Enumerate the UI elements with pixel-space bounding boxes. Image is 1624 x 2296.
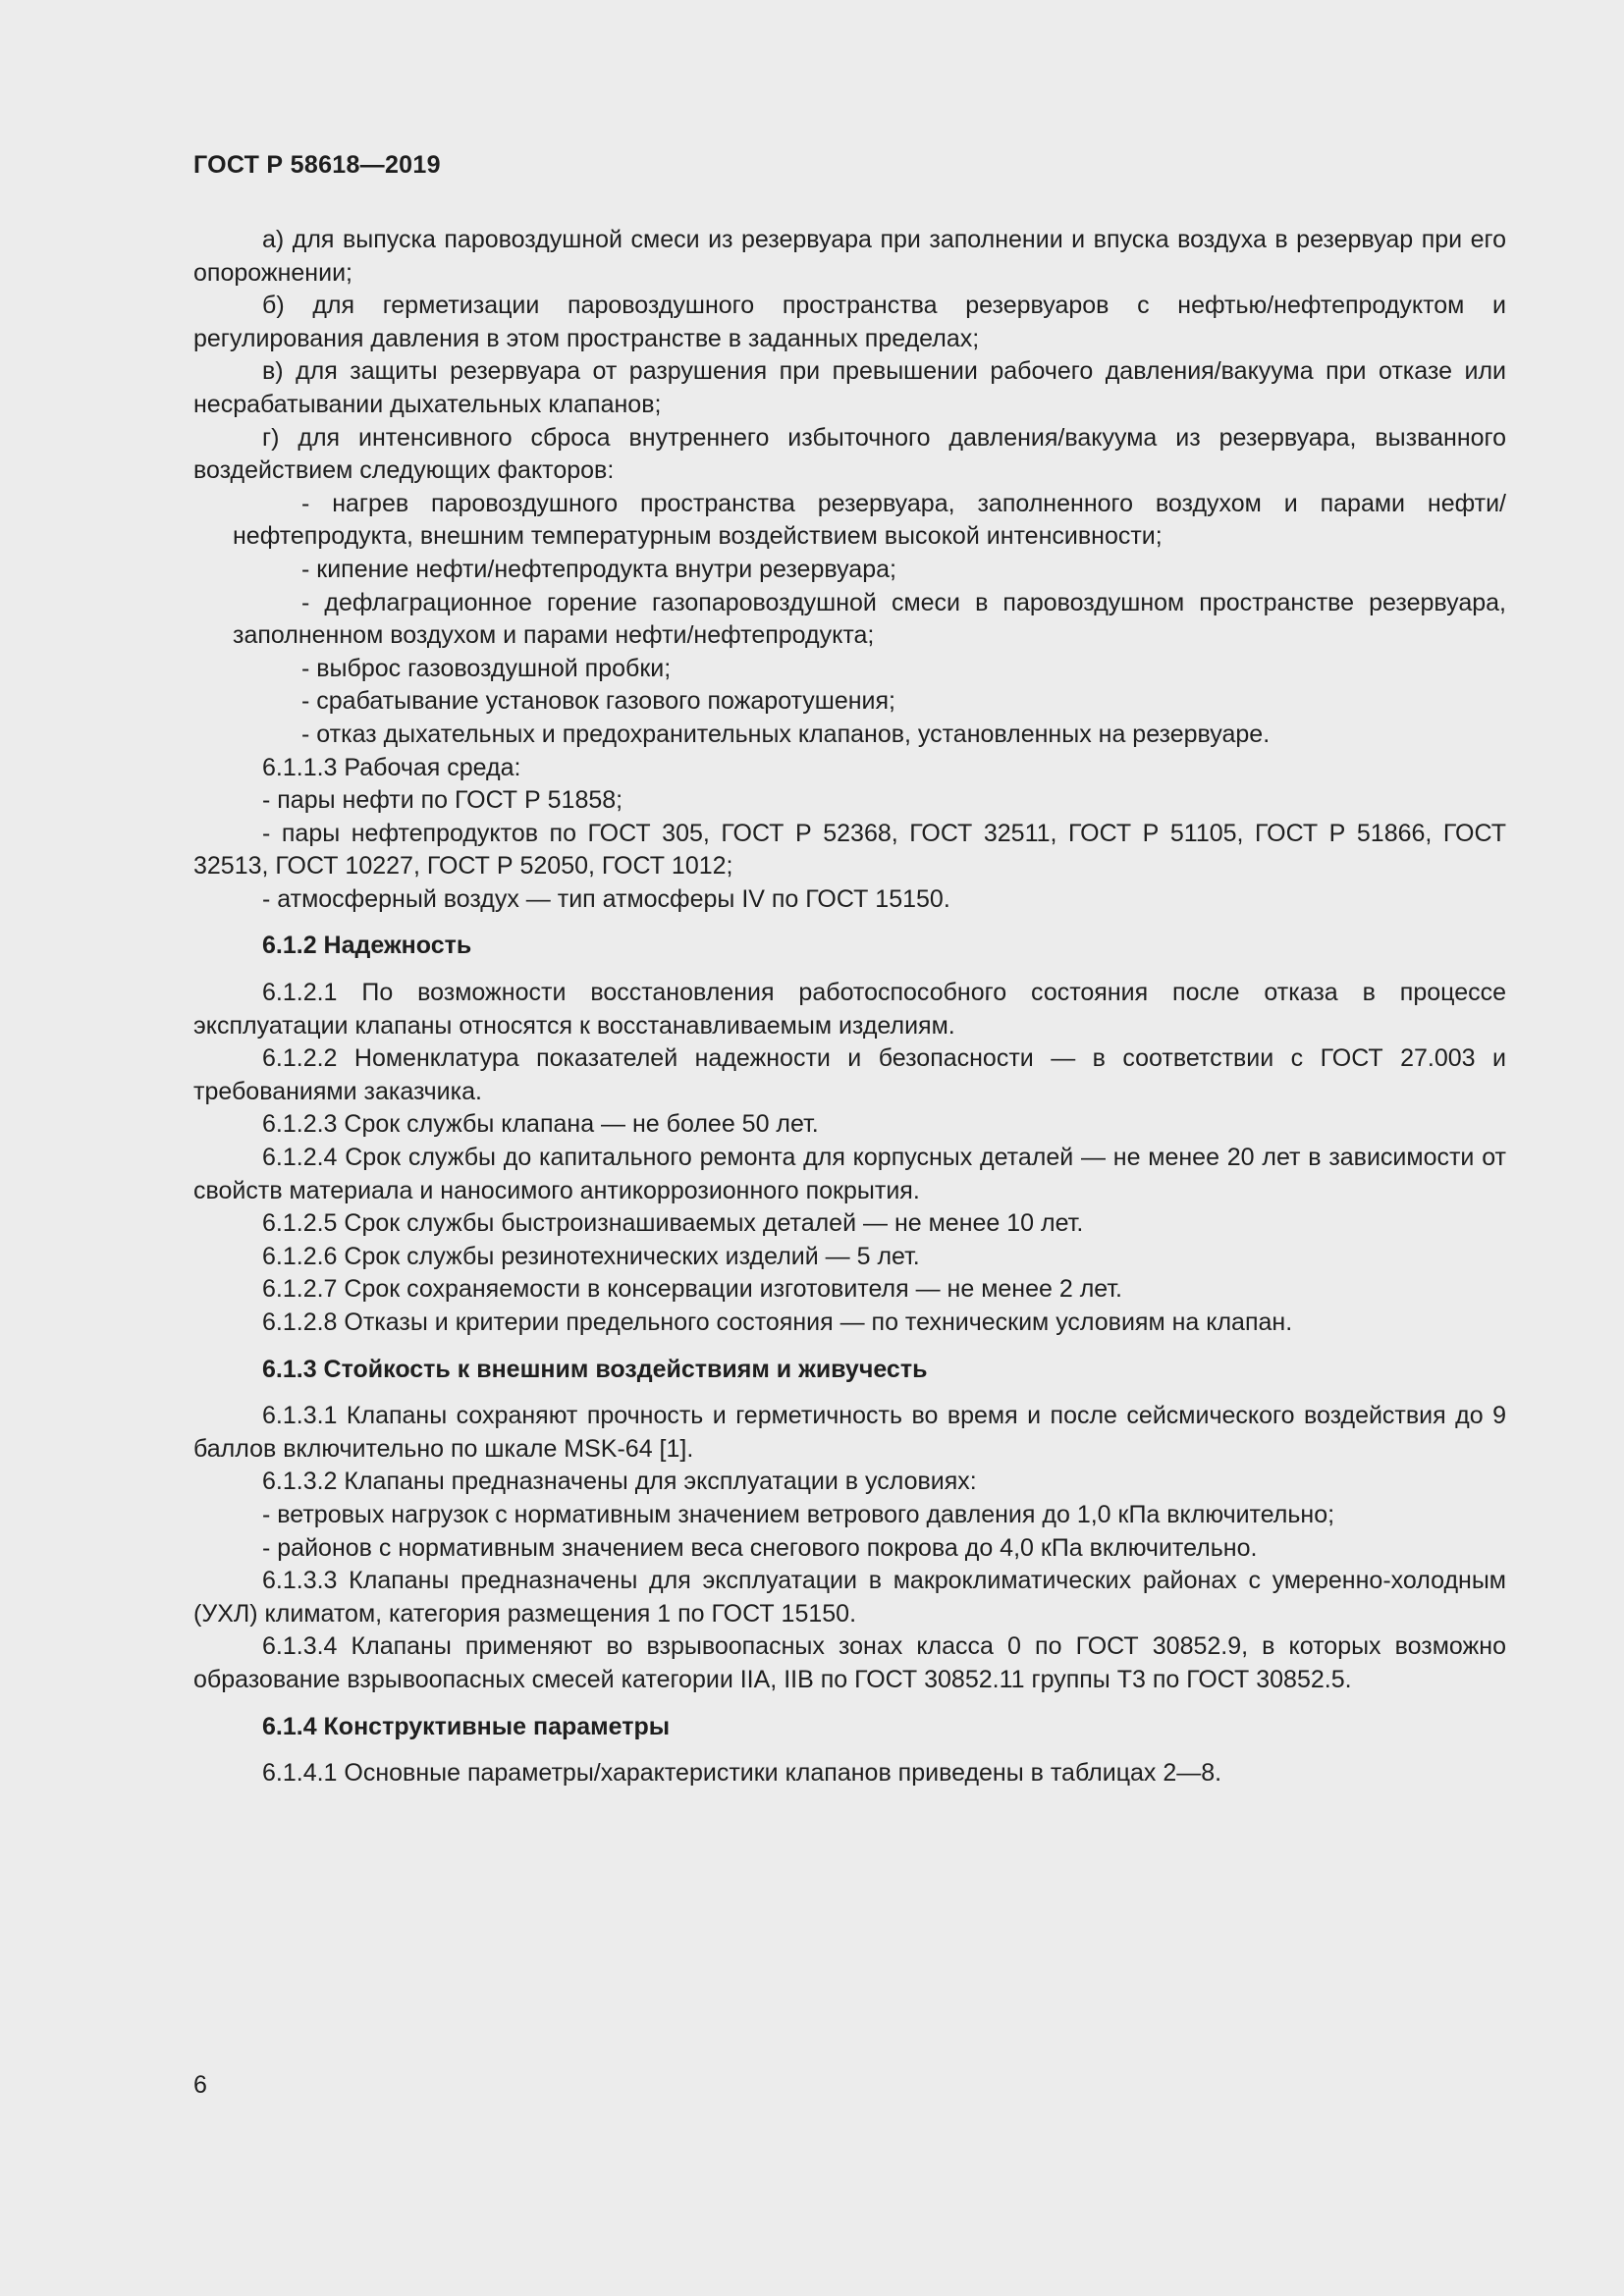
paragraph: 6.1.4.1 Основные параметры/характеристики клапанов приведены в таблицах 2—8. — [262, 1759, 1222, 1788]
paragraph: - пары нефти по ГОСТ Р 51858; — [262, 786, 623, 815]
paragraph: - срабатывание установок газового пожаротушения; — [301, 687, 896, 716]
paragraph: 6.1.2.5 Срок службы быстроизнашиваемых деталей — не менее 10 лет. — [262, 1209, 1084, 1238]
paragraph: б) для герметизации паровоздушного пространства резервуаров с нефтью/нефтепродуктом и регулирования давления в этом пространстве в заданных пределах; — [193, 292, 1506, 352]
paragraph: - выброс газовоздушной пробки; — [301, 654, 672, 682]
paragraph: а) для выпуска паровоздушной смеси из резервуара при заполнении и впуска воздуха в резервуар при его опорожнении; — [193, 226, 1506, 287]
paragraph: 6.1.3.1 Клапаны сохраняют прочность и герметичность во время и после сейсмического воздействия до 9 баллов включительно по шкале MSK-64 [1]. — [193, 1402, 1506, 1463]
paragraph: 6.1.2.6 Срок службы резинотехнических изделий — 5 лет. — [262, 1242, 920, 1270]
paragraph: 6.1.2.8 Отказы и критерии предельного состояния — по техническим условиям на клапан. — [262, 1308, 1293, 1336]
document-header: ГОСТ Р 58618—2019 — [193, 151, 441, 179]
paragraph: в) для защиты резервуара от разрушения при превышении рабочего давления/вакуума при отказе или несрабатывании дыхательных клапанов; — [193, 357, 1506, 418]
paragraph: - районов с нормативным значением веса снегового покрова до 4,0 кПа включительно. — [262, 1533, 1258, 1562]
paragraph: 6.1.1.3 Рабочая среда: — [262, 753, 521, 781]
paragraph: 6.1.2.1 По возможности восстановления работоспособного состояния после отказа в процессе эксплуатации клапаны относятся к восстанавливаемым изделиям. — [193, 979, 1506, 1040]
section-heading: 6.1.3 Стойкость к внешним воздействиям и живучесть — [262, 1355, 928, 1383]
paragraph: - кипение нефти/нефтепродукта внутри резервуара; — [301, 555, 896, 583]
section-heading: 6.1.2 Надежность — [262, 932, 472, 960]
section-heading: 6.1.4 Конструктивные параметры — [262, 1712, 671, 1740]
paragraph: 6.1.2.7 Срок сохраняемости в консервации изготовителя — не менее 2 лет. — [262, 1275, 1122, 1304]
paragraph: 6.1.3.2 Клапаны предназначены для эксплуатации в условиях: — [262, 1468, 977, 1496]
document-body — [193, 224, 1506, 1790]
paragraph: - дефлаграционное горение газопаровоздушной смеси в паровоздушном пространстве резервуара, заполненном воздухом и парами нефти/нефтепродукта; — [233, 588, 1506, 650]
paragraph: 6.1.3.3 Клапаны предназначены для эксплуатации в макроклиматических районах с умеренно-холодным (УХЛ) климатом, категория размещения 1 по ГОСТ 15150. — [193, 1567, 1506, 1628]
paragraph: 6.1.2.4 Срок службы до капитального ремонта для корпусных деталей — не менее 20 лет в зависимости от свойств материала и наносимого антикоррозионного покрытия. — [193, 1144, 1506, 1204]
paragraph: - пары нефтепродуктов по ГОСТ 305, ГОСТ Р 52368, ГОСТ 32511, ГОСТ Р 51105, ГОСТ Р 51866, ГОСТ 32513, ГОСТ 10227, ГОСТ Р 52050, ГОСТ 1012; — [193, 819, 1506, 881]
paragraph: - ветровых нагрузок с нормативным значением ветрового давления до 1,0 кПа включительно; — [262, 1500, 1335, 1528]
paragraph: 6.1.2.2 Номенклатура показателей надежности и безопасности — в соответствии с ГОСТ 27.003 и требованиями заказчика. — [193, 1044, 1506, 1105]
page-number: 6 — [193, 2071, 207, 2099]
paragraph: - нагрев паровоздушного пространства резервуара, заполненного воздухом и парами нефти/нефтепродукта, внешним температурным воздействием высокой интенсивности; — [233, 489, 1506, 551]
paragraph: 6.1.3.4 Клапаны применяют во взрывоопасных зонах класса 0 по ГОСТ 30852.9, в которых возможно образование взрывоопасных смесей категории IIA, IIB по ГОСТ 30852.11 группы Т3 по ГОСТ 30852.5. — [193, 1632, 1506, 1693]
paragraph: - отказ дыхательных и предохранительных клапанов, установленных на резервуаре. — [301, 720, 1271, 748]
paragraph: г) для интенсивного сброса внутреннего избыточного давления/вакуума из резервуара, вызванного воздействием следующих факторов: — [193, 423, 1506, 485]
paragraph: 6.1.2.3 Срок службы клапана — не более 50 лет. — [262, 1110, 819, 1139]
paragraph: - атмосферный воздух — тип атмосферы IV по ГОСТ 15150. — [262, 884, 950, 913]
